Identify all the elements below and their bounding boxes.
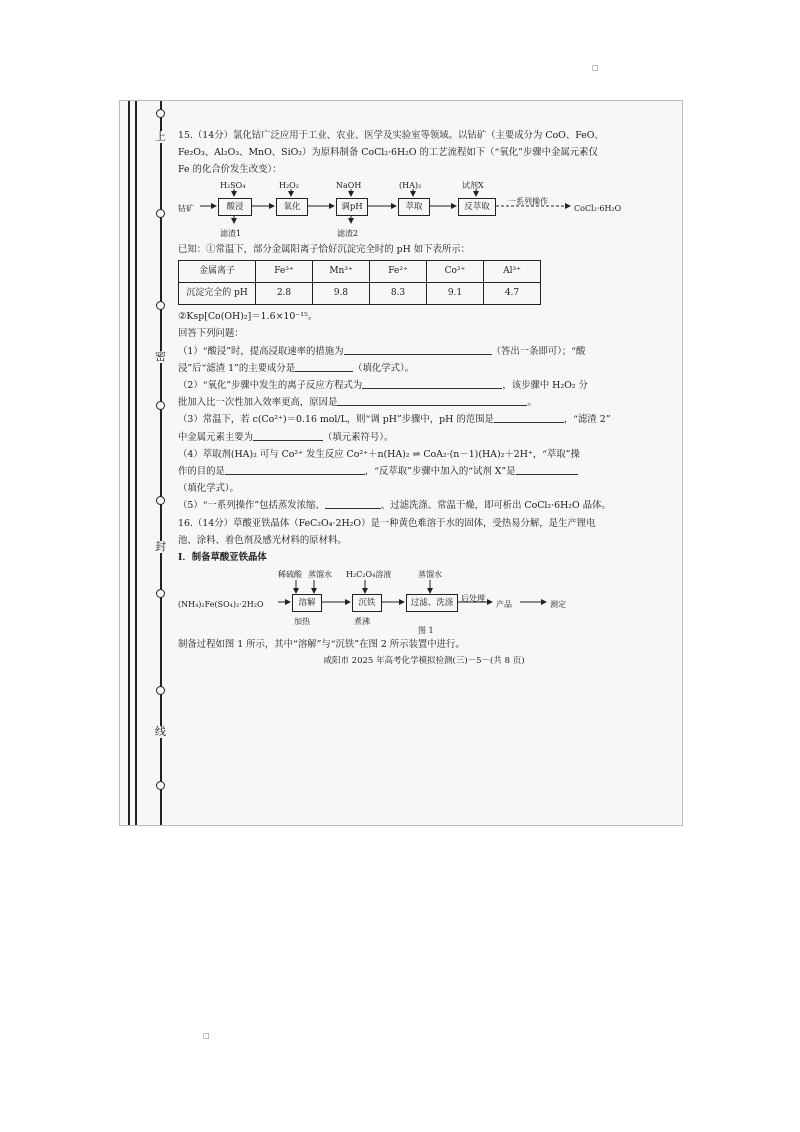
flow-step: 反萃取: [458, 198, 496, 216]
q15-sub-4: （4）萃取剂(HA)₂ 可与 Co²⁺ 发生反应 Co²⁺＋n(HA)₂ ⇌ CoA₂·(n－1)(HA)₂＋2H⁺，“萃取”操: [178, 448, 580, 460]
ph-table-header: 金属离子: [179, 260, 256, 282]
binding-margin: [120, 101, 180, 825]
margin-circle: [156, 109, 165, 118]
ph-table-header: Mn²⁺: [313, 260, 370, 282]
ph-table-header: Al³⁺: [484, 260, 541, 282]
flow-operation: 一系列操作: [508, 196, 548, 206]
flow-reagent: (HA)₂: [399, 180, 422, 190]
margin-char: 线: [155, 725, 166, 738]
q15-intro-line: Fe₂O₃、Al₂O₃、MnO、SiO₂）为原料制备 CoCl₂·6H₂O 的工艺流程如下（“氧化”步骤中金属元素仅: [178, 147, 598, 159]
ph-table-header-row: [179, 260, 541, 282]
q15-sub-2: （2）“氧化”步骤中发生的离子反应方程式为 ，该步骤中 H₂O₂ 分: [178, 380, 588, 392]
flow-condition: 煮沸: [354, 617, 370, 627]
flow-step: 过滤、洗涤: [406, 594, 458, 612]
q16-text: 制备过程如图 1 所示，其中“溶解”与“沉铁”在图 2 所示装置中进行。: [178, 639, 465, 651]
q16-section-title: Ⅰ．制备草酸亚铁晶体: [178, 552, 267, 564]
flow-start: 钴矿: [178, 203, 194, 213]
answer-blank[interactable]: [337, 395, 527, 406]
flow-product: 产品: [496, 600, 512, 610]
margin-circle: [156, 686, 165, 695]
figure-caption: 图 1: [418, 626, 434, 636]
ph-table-header: Fe²⁺: [370, 260, 427, 282]
margin-circle: [156, 781, 165, 790]
ph-table-cell: 8.3: [370, 283, 427, 305]
flow-reagent: H₂O₂: [279, 180, 299, 190]
answer-blank[interactable]: [295, 361, 353, 372]
scanned-exam-page: [119, 100, 683, 826]
flow-step: 氧化: [276, 198, 308, 216]
ph-table-cell: 4.7: [484, 283, 541, 305]
flow-step: 溶解: [292, 594, 322, 612]
q15-sub-4-cont: 作的目的是 ，“反萃取”步骤中加入的“试剂 X”是: [178, 463, 670, 480]
q15-sub-5: （5）“一系列操作”包括蒸发浓缩、 、过滤洗涤、常温干燥，即可析出 CoCl₂·6H₂O 晶体。: [178, 500, 611, 512]
margin-circle: [156, 589, 165, 598]
question-content: [178, 127, 670, 671]
flow-step: 萃取: [398, 198, 430, 216]
margin-char: 封: [155, 540, 166, 553]
page-mark-bottom: □: [203, 1032, 210, 1040]
flow-condition: 加热: [294, 617, 310, 627]
answer-blank[interactable]: [225, 464, 365, 475]
flow-product: CoCl₂·6H₂O: [574, 203, 622, 213]
ph-table-cell: 9.8: [313, 283, 370, 305]
flow-post: 后处理: [461, 594, 485, 604]
flow-residue: 滤渣1: [220, 228, 242, 238]
margin-circle: [156, 301, 165, 310]
ph-table: [178, 260, 541, 305]
q16-intro-line: 16.（14分）草酸亚铁晶体（FeC₂O₄·2H₂O）是一种黄色难溶于水的固体，受热易分解，是生产锂电: [178, 517, 596, 529]
q15-intro-line: Fe 的化合价发生改变）：: [178, 164, 282, 176]
flow-reagent: NaOH: [336, 180, 362, 190]
flow-reagent: 蒸馏水: [308, 570, 332, 580]
margin-circle: [156, 401, 165, 410]
margin-char: 密: [155, 350, 166, 363]
flow-residue: 滤渣2: [337, 228, 359, 238]
q15-flowchart: [178, 179, 670, 241]
q15-sub-3: （3）常温下，若 c(Co²⁺)＝0.16 mol/L，则“调 pH”步骤中，pH 的范围是 ，“滤渣 2”: [178, 414, 611, 426]
page-footer: 咸阳市 2025 年高考化学模拟检测(三)－5－(共 8 页): [323, 656, 525, 667]
q15-sub-1: （1）“酸浸”时，提高浸取速率的措施为 （答出一条即可）；“酸: [178, 345, 586, 357]
flow-reagent: H₂SO₄: [220, 180, 246, 190]
margin-char: 上: [155, 130, 166, 143]
ph-table-row: [179, 283, 541, 305]
flow-reagent: 蒸馏水: [418, 570, 442, 580]
answer-blank[interactable]: [494, 412, 564, 423]
flow-reagent: H₂C₂O₄溶液: [346, 570, 392, 580]
margin-circle: [156, 496, 165, 505]
ph-table-header: Co²⁺: [427, 260, 484, 282]
flow-start: (NH₄)₂Fe(SO₄)₂·2H₂O: [178, 600, 264, 610]
q15-known-2: ②Ksp[Co(OH)₂]＝1.6×10⁻¹⁵。: [178, 311, 318, 323]
q15-sub-3-cont: 中金属元素主要为 （填元素符号）。: [178, 431, 394, 443]
flow-reagent: 稀硫酸: [278, 570, 302, 580]
flow-step: 酸浸: [218, 198, 252, 216]
answer-blank[interactable]: [516, 464, 578, 475]
ph-table-cell: 2.8: [256, 283, 313, 305]
q16-intro-line: 池、涂料、着色剂及感光材料的原材料。: [178, 534, 347, 546]
q15-sub-1-cont: 浸”后“滤渣 1”的主要成分是 （填化学式）。: [178, 362, 415, 374]
q16-flowchart: [178, 566, 670, 636]
flow-step: 调pH: [336, 198, 368, 216]
q15-answer-intro: 回答下列问题：: [178, 328, 244, 340]
page-mark-top: □: [592, 64, 599, 72]
flow-end: 测定: [550, 600, 566, 610]
flow-reagent: 试剂X: [462, 180, 484, 190]
flow-step: 沉铁: [352, 594, 382, 612]
answer-blank[interactable]: [325, 498, 381, 509]
answer-blank[interactable]: [362, 378, 502, 389]
q15-intro-line: 15.（14分）氯化钴广泛应用于工业、农业、医学及实验室等领域。以钴矿（主要成分为 CoO、FeO、: [178, 130, 604, 141]
q15-sub-2-cont: 批加入比一次性加入效率更高，原因是 。: [178, 397, 537, 409]
ph-table-cell: 9.1: [427, 283, 484, 305]
ph-table-cell: 沉淀完全的 pH: [179, 283, 256, 305]
q15-sub-4-end: （填化学式）。: [178, 483, 239, 495]
q15-known-1: 已知：①常温下，部分金属阳离子恰好沉淀完全时的 pH 如下表所示：: [178, 243, 471, 255]
answer-blank[interactable]: [253, 430, 323, 441]
answer-blank[interactable]: [344, 344, 492, 355]
ph-table-header: Fe³⁺: [256, 260, 313, 282]
margin-circle: [156, 209, 165, 218]
